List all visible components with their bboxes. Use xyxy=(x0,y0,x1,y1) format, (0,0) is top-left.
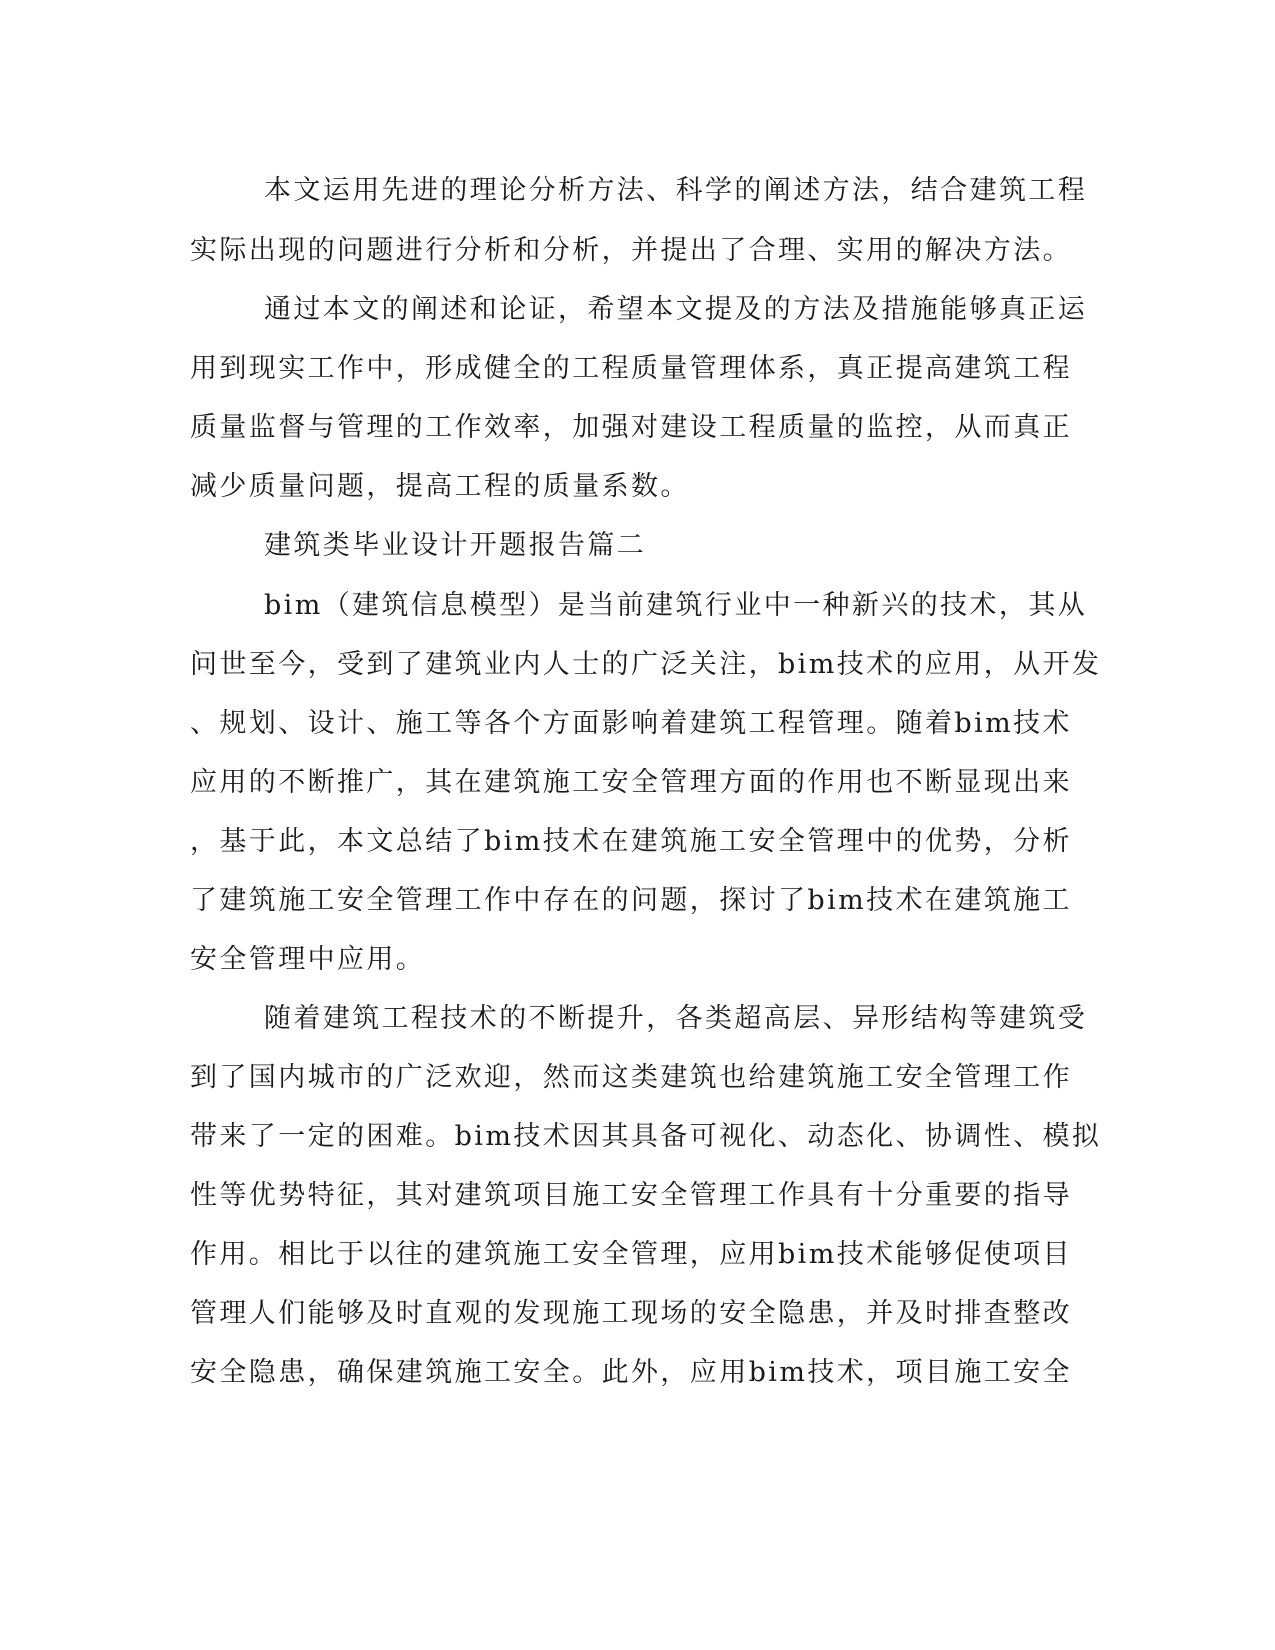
text-line: 问世至今，受到了建筑业内人士的广泛关注，bim技术的应用，从开发 xyxy=(190,649,1102,680)
text-line: 用到现实工作中，形成健全的工程质量管理体系，真正提高建筑工程 xyxy=(190,353,1072,384)
section-heading: 建筑类毕业设计开题报告篇二 xyxy=(264,530,647,561)
text-line: 管理人们能够及时直观的发现施工现场的安全隐患，并及时排查整改 xyxy=(190,1298,1072,1329)
text-line: 到了国内城市的广泛欢迎，然而这类建筑也给建筑施工安全管理工作 xyxy=(190,1062,1072,1093)
text-line: 性等优势特征，其对建筑项目施工安全管理工作具有十分重要的指导 xyxy=(190,1180,1072,1211)
text-line: bim（建筑信息模型）是当前建筑行业中一种新兴的技术，其从 xyxy=(264,590,1088,621)
text-line: 随着建筑工程技术的不断提升，各类超高层、异形结构等建筑受 xyxy=(264,1003,1088,1034)
text-line: 、规划、设计、施工等各个方面影响着建筑工程管理。随着bim技术 xyxy=(190,708,1072,739)
text-line: 实际出现的问题进行分析和分析，并提出了合理、实用的解决方法。 xyxy=(190,235,1072,266)
text-line: 安全管理中应用。 xyxy=(190,944,426,975)
text-line: ，基于此，本文总结了bim技术在建筑施工安全管理中的优势，分析 xyxy=(190,826,1072,857)
text-line: 减少质量问题，提高工程的质量系数。 xyxy=(190,471,690,502)
text-line: 质量监督与管理的工作效率，加强对建设工程质量的监控，从而真正 xyxy=(190,412,1072,443)
text-line: 安全隐患，确保建筑施工安全。此外，应用bim技术，项目施工安全 xyxy=(190,1357,1072,1388)
text-line: 本文运用先进的理论分析方法、科学的阐述方法，结合建筑工程 xyxy=(264,175,1088,206)
text-line: 作用。相比于以往的建筑施工安全管理，应用bim技术能够促使项目 xyxy=(190,1239,1072,1270)
text-line: 通过本文的阐述和论证，希望本文提及的方法及措施能够真正运 xyxy=(264,294,1088,325)
text-line: 了建筑施工安全管理工作中存在的问题，探讨了bim技术在建筑施工 xyxy=(190,885,1072,916)
text-line: 带来了一定的困难。bim技术因其具备可视化、动态化、协调性、模拟 xyxy=(190,1121,1102,1152)
text-line: 应用的不断推广，其在建筑施工安全管理方面的作用也不断显现出来 xyxy=(190,767,1072,798)
